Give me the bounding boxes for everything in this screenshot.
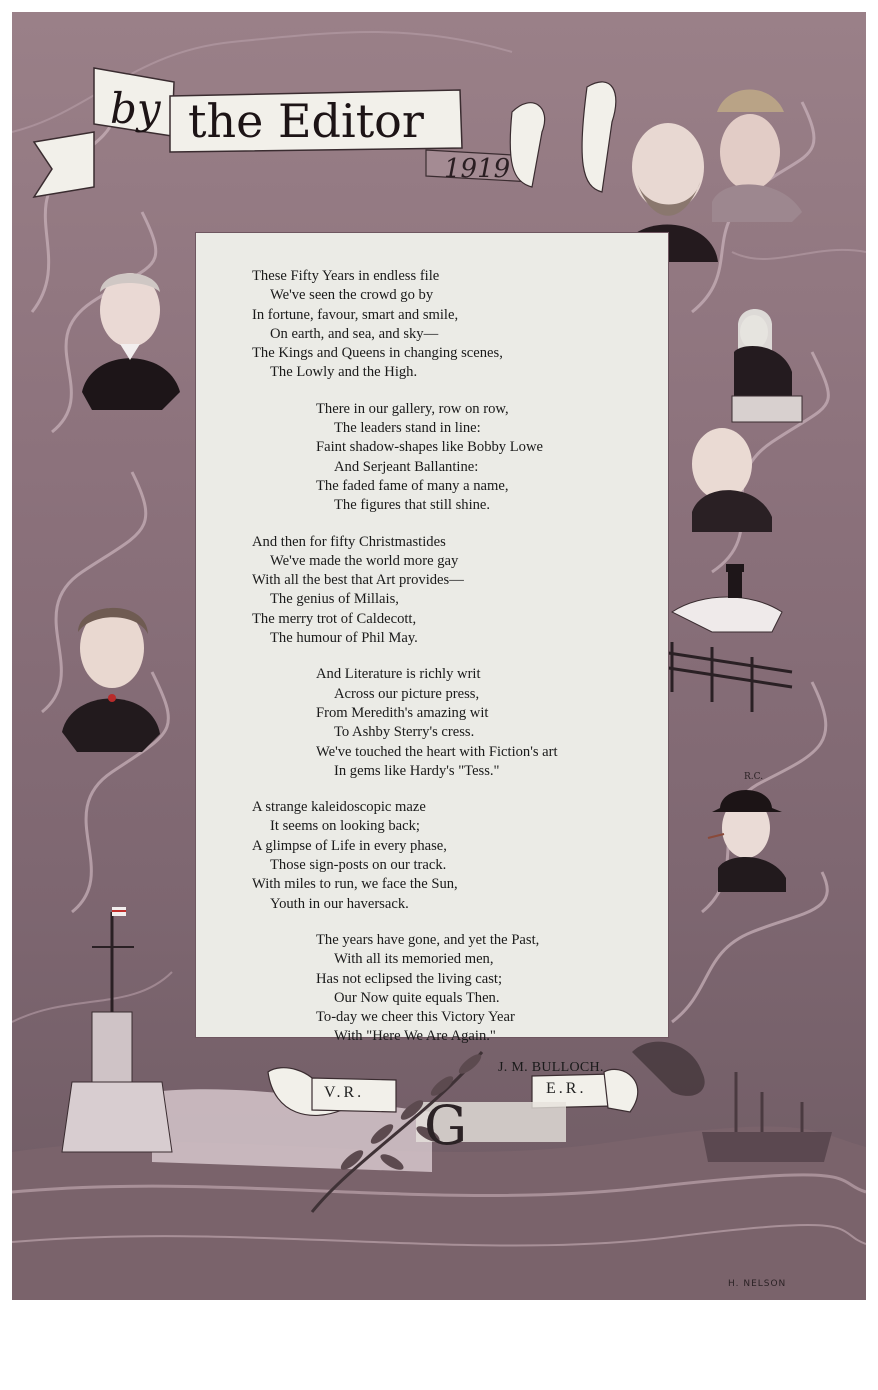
poem-line: The figures that still shine. [334, 497, 491, 514]
poem-line: With "Here We Are Again." [334, 1028, 496, 1045]
poem-line: Faint shadow-shapes like Bobby Lowe [316, 439, 543, 456]
poem-line: With all its memoried men, [334, 951, 494, 968]
horse-rider [662, 564, 792, 712]
poem-line: In gems like Hardy's "Tess." [334, 762, 500, 779]
poem-line: The genius of Millais, [270, 591, 399, 608]
poem-stanza [196, 798, 668, 914]
poem-signature: J. M. BULLOCH. [498, 1059, 604, 1075]
poem-line: The humour of Phil May. [270, 630, 418, 647]
poem-line: It seems on looking back; [270, 818, 420, 835]
poem-line: The merry trot of Caldecott, [252, 610, 417, 627]
ribbon-label-er: E.R. [546, 1080, 587, 1097]
poem-line: With all the best that Art provides— [252, 572, 464, 589]
portrait-bald-man [692, 428, 772, 532]
poem-body [196, 267, 668, 1047]
poem-line: Those sign-posts on our track. [270, 857, 447, 874]
poem-line: Has not eclipsed the living cast; [316, 970, 503, 987]
portrait-left-upper [82, 273, 180, 410]
poem-line: With miles to run, we face the Sun, [252, 876, 458, 893]
poem-line: We've made the world more gay [270, 552, 459, 569]
title-year: 1919 [444, 154, 511, 184]
poem-line: To-day we cheer this Victory Year [316, 1009, 515, 1026]
poem-line: In fortune, favour, smart and smile, [252, 306, 459, 323]
poem-line: And Serjeant Ballantine: [334, 458, 479, 475]
artist-signature: H. NELSON [728, 1279, 787, 1289]
portrait-bowler-hat [708, 790, 786, 892]
poem-panel [195, 232, 669, 1075]
poem-stanza [196, 267, 668, 383]
poem-line: On earth, and sea, and sky— [270, 325, 439, 342]
illustrated-border [12, 12, 866, 1300]
poem-line: The years have gone, and yet the Past, [316, 931, 540, 948]
poem-line: Across our picture press, [334, 685, 480, 702]
poem-line: Our Now quite equals Then. [334, 989, 500, 1006]
poem-line: These Fifty Years in endless file [252, 268, 440, 284]
poem-line: We've seen the crowd go by [270, 287, 434, 304]
poem-line: From Meredith's amazing wit [316, 704, 489, 721]
battleship-left [62, 907, 172, 1152]
portrait-judge [732, 309, 802, 422]
sketch-initials: R.C. [744, 772, 764, 782]
poem-line: We've touched the heart with Fiction's art [316, 743, 558, 760]
poem-stanza [196, 665, 668, 781]
poem-line: To Ashby Sterry's cress. [334, 724, 475, 741]
poem-line: And Literature is richly writ [316, 666, 481, 683]
ribbon-label-vr: V.R. [324, 1084, 365, 1101]
title-editor: the Editor [188, 94, 424, 148]
poem-line: The faded fame of many a name, [316, 477, 509, 494]
poem-line: A strange kaleidoscopic maze [252, 799, 426, 816]
poem-line: The leaders stand in line: [334, 420, 481, 437]
portrait-left-lower [62, 608, 160, 752]
poem-stanza [196, 400, 668, 516]
poem-line: Youth in our haversack. [270, 895, 409, 912]
poem-line: The Lowly and the High. [270, 364, 418, 381]
poem-stanza [196, 533, 668, 649]
title-by: by [110, 84, 161, 133]
poem-line: The Kings and Queens in changing scenes, [252, 345, 503, 362]
poem-stanza [196, 931, 668, 1047]
poem-line: A glimpse of Life in every phase, [252, 837, 447, 854]
gr-monogram: G [424, 1094, 468, 1157]
poem-line: And then for fifty Christmastides [252, 533, 446, 550]
poem-line: There in our gallery, row on row, [316, 400, 509, 417]
